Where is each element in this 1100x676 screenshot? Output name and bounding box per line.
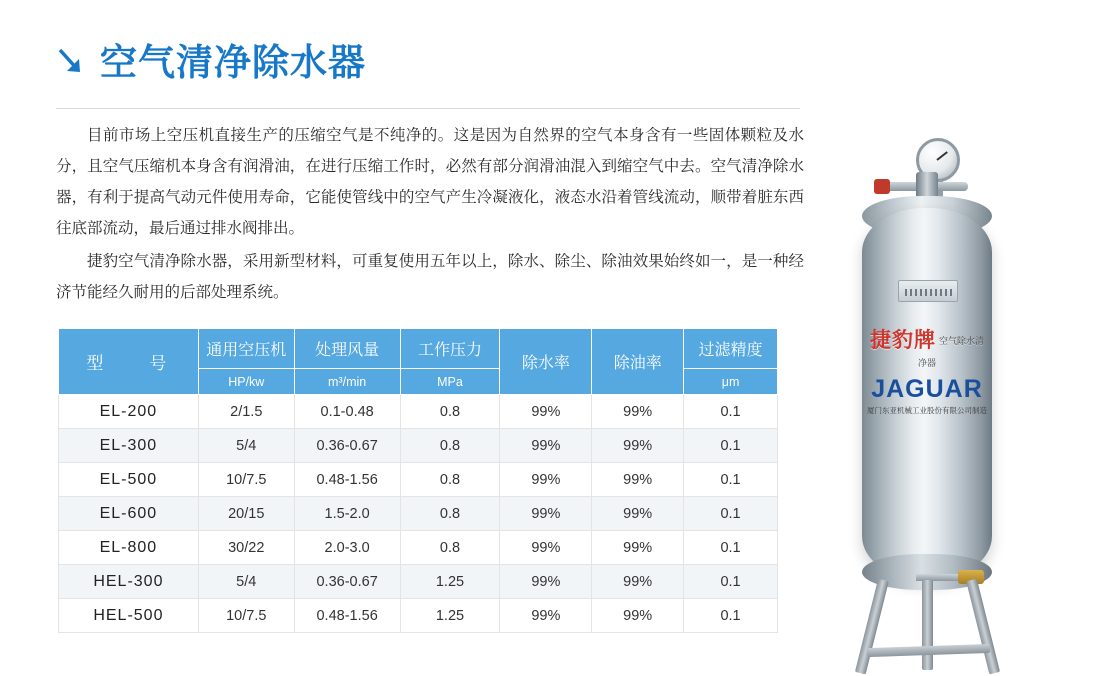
cell-model: EL-800 bbox=[59, 531, 199, 565]
cell-filter: 0.1 bbox=[684, 497, 778, 531]
cell-water: 99% bbox=[500, 565, 592, 599]
cell-filter: 0.1 bbox=[684, 429, 778, 463]
brand-label bbox=[866, 330, 988, 415]
col-header-compressor: 通用空压机 bbox=[198, 329, 294, 369]
table-row bbox=[59, 463, 778, 497]
table-header bbox=[59, 329, 778, 395]
cell-water: 99% bbox=[500, 599, 592, 633]
cell-filter: 0.1 bbox=[684, 463, 778, 497]
cell-oil: 99% bbox=[592, 429, 684, 463]
product-image bbox=[820, 130, 1070, 650]
manufacturer-name: 厦门东亚机械工业股份有限公司制造 bbox=[867, 406, 987, 416]
cell-water: 99% bbox=[500, 463, 592, 497]
spec-plate bbox=[898, 280, 958, 302]
cell-air: 0.36-0.67 bbox=[294, 565, 400, 599]
page-header bbox=[56, 44, 366, 81]
cell-air: 0.36-0.67 bbox=[294, 429, 400, 463]
col-unit-pressure: MPa bbox=[400, 369, 500, 395]
table-row bbox=[59, 565, 778, 599]
paragraph-1: 目前市场上空压机直接生产的压缩空气是不纯净的。这是因为自然界的空气本身含有一些固体颗粒及水分，且空气压缩机本身含有润滑油，在进行压缩工作时，必然有部分润滑油混入到缩空气中去。空气清净除水器，有利于提高气动元件使用寿命，它能使管线中的空气产生冷凝液化，液态水沿着管线流动，顺带着脏东西往底部流动，最后通过排水阀排出。 bbox=[56, 127, 804, 237]
paragraph-2: 捷豹空气清净除水器，采用新型材料，可重复使用五年以上，除水、除尘、除油效果始终如一，是一种经济节能经久耐用的后部处理系统。 bbox=[56, 253, 804, 301]
cell-air: 0.48-1.56 bbox=[294, 463, 400, 497]
cell-pressure: 0.8 bbox=[400, 531, 500, 565]
specification-table bbox=[58, 328, 778, 633]
cell-model: EL-500 bbox=[59, 463, 199, 497]
brand-name-en: JAGUAR bbox=[871, 375, 983, 404]
cell-hp: 2/1.5 bbox=[198, 395, 294, 429]
col-header-oil-removal: 除油率 bbox=[592, 329, 684, 395]
cell-model: EL-600 bbox=[59, 497, 199, 531]
cell-model: EL-200 bbox=[59, 395, 199, 429]
cell-model: EL-300 bbox=[59, 429, 199, 463]
cell-hp: 30/22 bbox=[198, 531, 294, 565]
cell-water: 99% bbox=[500, 429, 592, 463]
brand-subtitle-cn: 空气除水清净器 bbox=[917, 336, 984, 369]
table-row bbox=[59, 531, 778, 565]
col-unit-compressor: HP/kw bbox=[198, 369, 294, 395]
cell-air: 1.5-2.0 bbox=[294, 497, 400, 531]
cell-hp: 10/7.5 bbox=[198, 599, 294, 633]
cell-oil: 99% bbox=[592, 463, 684, 497]
cell-water: 99% bbox=[500, 395, 592, 429]
header-divider bbox=[56, 108, 800, 109]
cell-air: 2.0-3.0 bbox=[294, 531, 400, 565]
col-unit-airflow: m³/min bbox=[294, 369, 400, 395]
table-row bbox=[59, 429, 778, 463]
table-row bbox=[59, 395, 778, 429]
cell-hp: 10/7.5 bbox=[198, 463, 294, 497]
cell-model: HEL-300 bbox=[59, 565, 199, 599]
col-header-pressure: 工作压力 bbox=[400, 329, 500, 369]
brand-name-cn-text: 捷豹牌 bbox=[869, 329, 936, 352]
support-leg-center bbox=[922, 580, 933, 670]
cell-water: 99% bbox=[500, 531, 592, 565]
cell-air: 0.1-0.48 bbox=[294, 395, 400, 429]
cell-filter: 0.1 bbox=[684, 565, 778, 599]
table-header-row-labels bbox=[59, 329, 778, 369]
cell-filter: 0.1 bbox=[684, 395, 778, 429]
cell-hp: 20/15 bbox=[198, 497, 294, 531]
spec-plate-text bbox=[905, 289, 953, 296]
cell-oil: 99% bbox=[592, 395, 684, 429]
col-header-model: 型 号 bbox=[59, 329, 199, 395]
red-valve-handle bbox=[874, 179, 890, 194]
cell-pressure: 0.8 bbox=[400, 395, 500, 429]
cell-air: 0.48-1.56 bbox=[294, 599, 400, 633]
cell-pressure: 1.25 bbox=[400, 599, 500, 633]
table-body bbox=[59, 395, 778, 633]
table-row bbox=[59, 599, 778, 633]
cell-model: HEL-500 bbox=[59, 599, 199, 633]
col-header-filtration: 过滤精度 bbox=[684, 329, 778, 369]
cell-water: 99% bbox=[500, 497, 592, 531]
cell-pressure: 0.8 bbox=[400, 429, 500, 463]
cell-pressure: 1.25 bbox=[400, 565, 500, 599]
support-leg-right bbox=[966, 579, 1000, 675]
cell-oil: 99% bbox=[592, 531, 684, 565]
cell-oil: 99% bbox=[592, 497, 684, 531]
cell-pressure: 0.8 bbox=[400, 463, 500, 497]
table-row bbox=[59, 497, 778, 531]
brand-name-cn bbox=[866, 330, 988, 374]
col-header-water-removal: 除水率 bbox=[500, 329, 592, 395]
cell-hp: 5/4 bbox=[198, 565, 294, 599]
arrow-down-right-icon bbox=[56, 46, 86, 80]
col-header-airflow: 处理风量 bbox=[294, 329, 400, 369]
cell-oil: 99% bbox=[592, 565, 684, 599]
cell-hp: 5/4 bbox=[198, 429, 294, 463]
description-text bbox=[56, 120, 804, 310]
cell-oil: 99% bbox=[592, 599, 684, 633]
cell-filter: 0.1 bbox=[684, 531, 778, 565]
cell-pressure: 0.8 bbox=[400, 497, 500, 531]
cell-filter: 0.1 bbox=[684, 599, 778, 633]
support-leg-left bbox=[855, 579, 889, 675]
col-unit-filtration: μm bbox=[684, 369, 778, 395]
page-title: 空气清净除水器 bbox=[100, 42, 366, 83]
